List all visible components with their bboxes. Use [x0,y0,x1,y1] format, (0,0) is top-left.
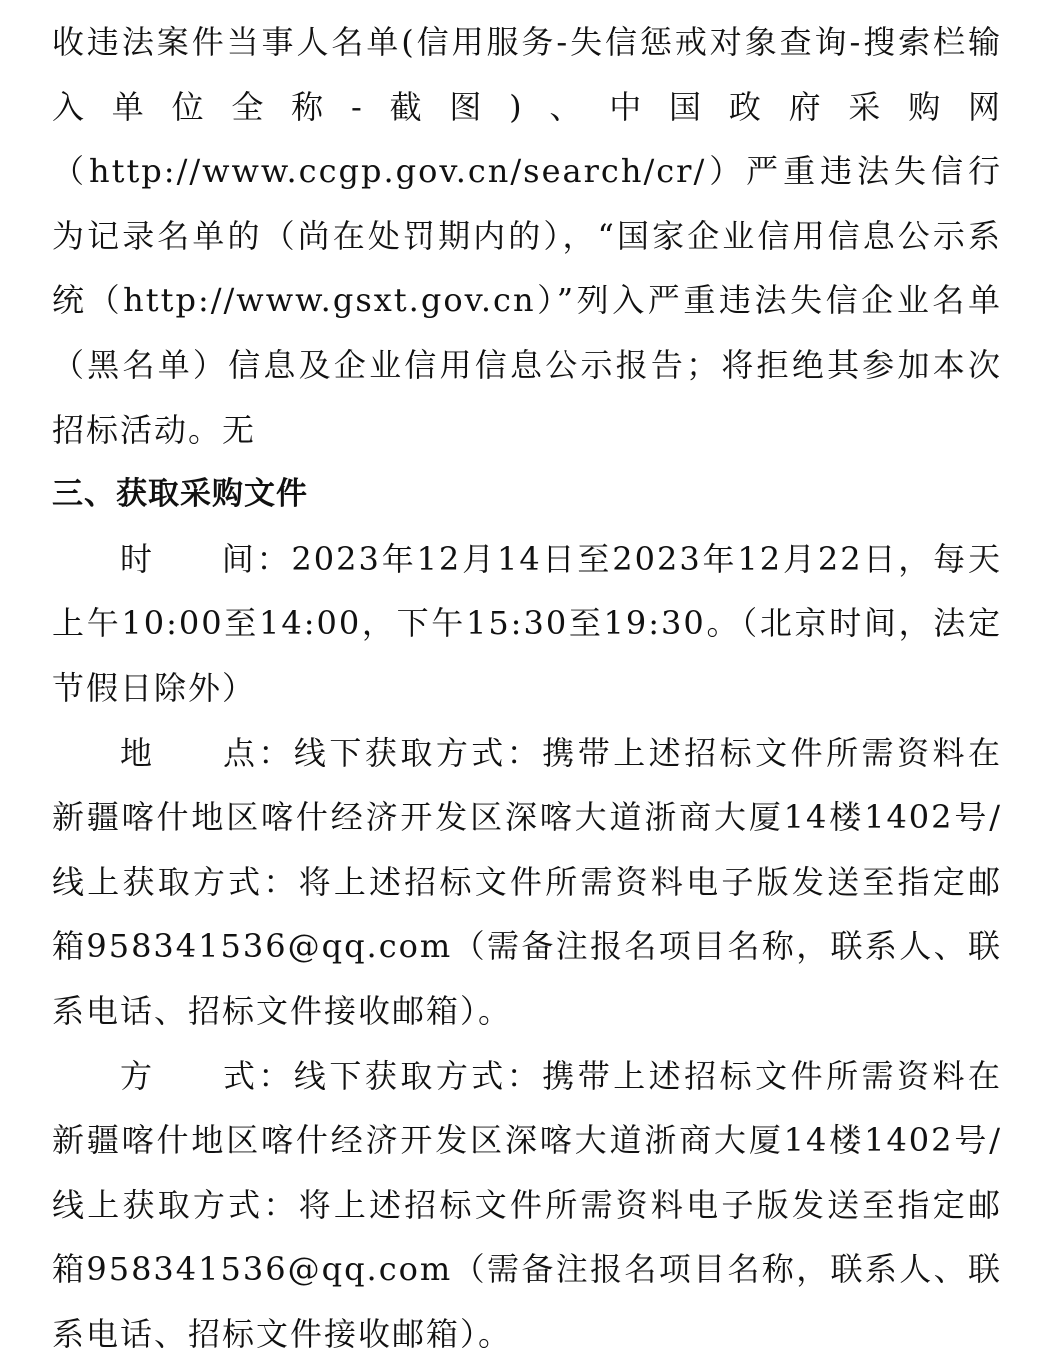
location-paragraph [52,721,1002,1044]
location-label-first: 地 [120,734,155,772]
method-label-second: 式： [221,1057,293,1095]
location-label-second: 点： [221,734,293,772]
intro-paragraph: 收违法案件当事人名单(信用服务-失信惩戒对象查询-搜索栏输入单位全称-截图)、中国政府采购网（http://www.ccgp.gov.cn/search/cr/）严重违法失信行为记录名单的（尚在处罚期内的），“国家企业信用信息公示系统（http://www.gsxt.gov.cn）”列入严重违法失信企业名单（黑名单）信息及企业信用信息公示报告；将拒绝其参加本次招标活动。无 [52,10,1002,462]
method-label-first: 方 [120,1057,155,1095]
method-value: 线下获取方式：携带上述招标文件所需资料在新疆喀什地区喀什经济开发区深喀大道浙商大厦14楼1402号/线上获取方式：将上述招标文件所需资料电子版发送至指定邮箱958341536@qq.com（需备注报名项目名称，联系人、联系电话、招标文件接收邮箱）。 [52,1057,1002,1353]
method-paragraph [52,1044,1002,1366]
document-page [52,10,1002,1366]
location-value: 线下获取方式：携带上述招标文件所需资料在新疆喀什地区喀什经济开发区深喀大道浙商大厦14楼1402号/线上获取方式：将上述招标文件所需资料电子版发送至指定邮箱958341536@qq.com（需备注报名项目名称，联系人、联系电话、招标文件接收邮箱）。 [52,734,1002,1030]
time-value: 2023年12月14日至2023年12月22日，每天上午10:00至14:00，下午15:30至19:30。（北京时间，法定节假日除外） [52,540,1002,707]
section-heading: 三、获取采购文件 [52,462,1002,527]
time-label-second: 间： [221,540,292,578]
time-paragraph [52,527,1002,721]
time-label-first: 时 [120,540,155,578]
